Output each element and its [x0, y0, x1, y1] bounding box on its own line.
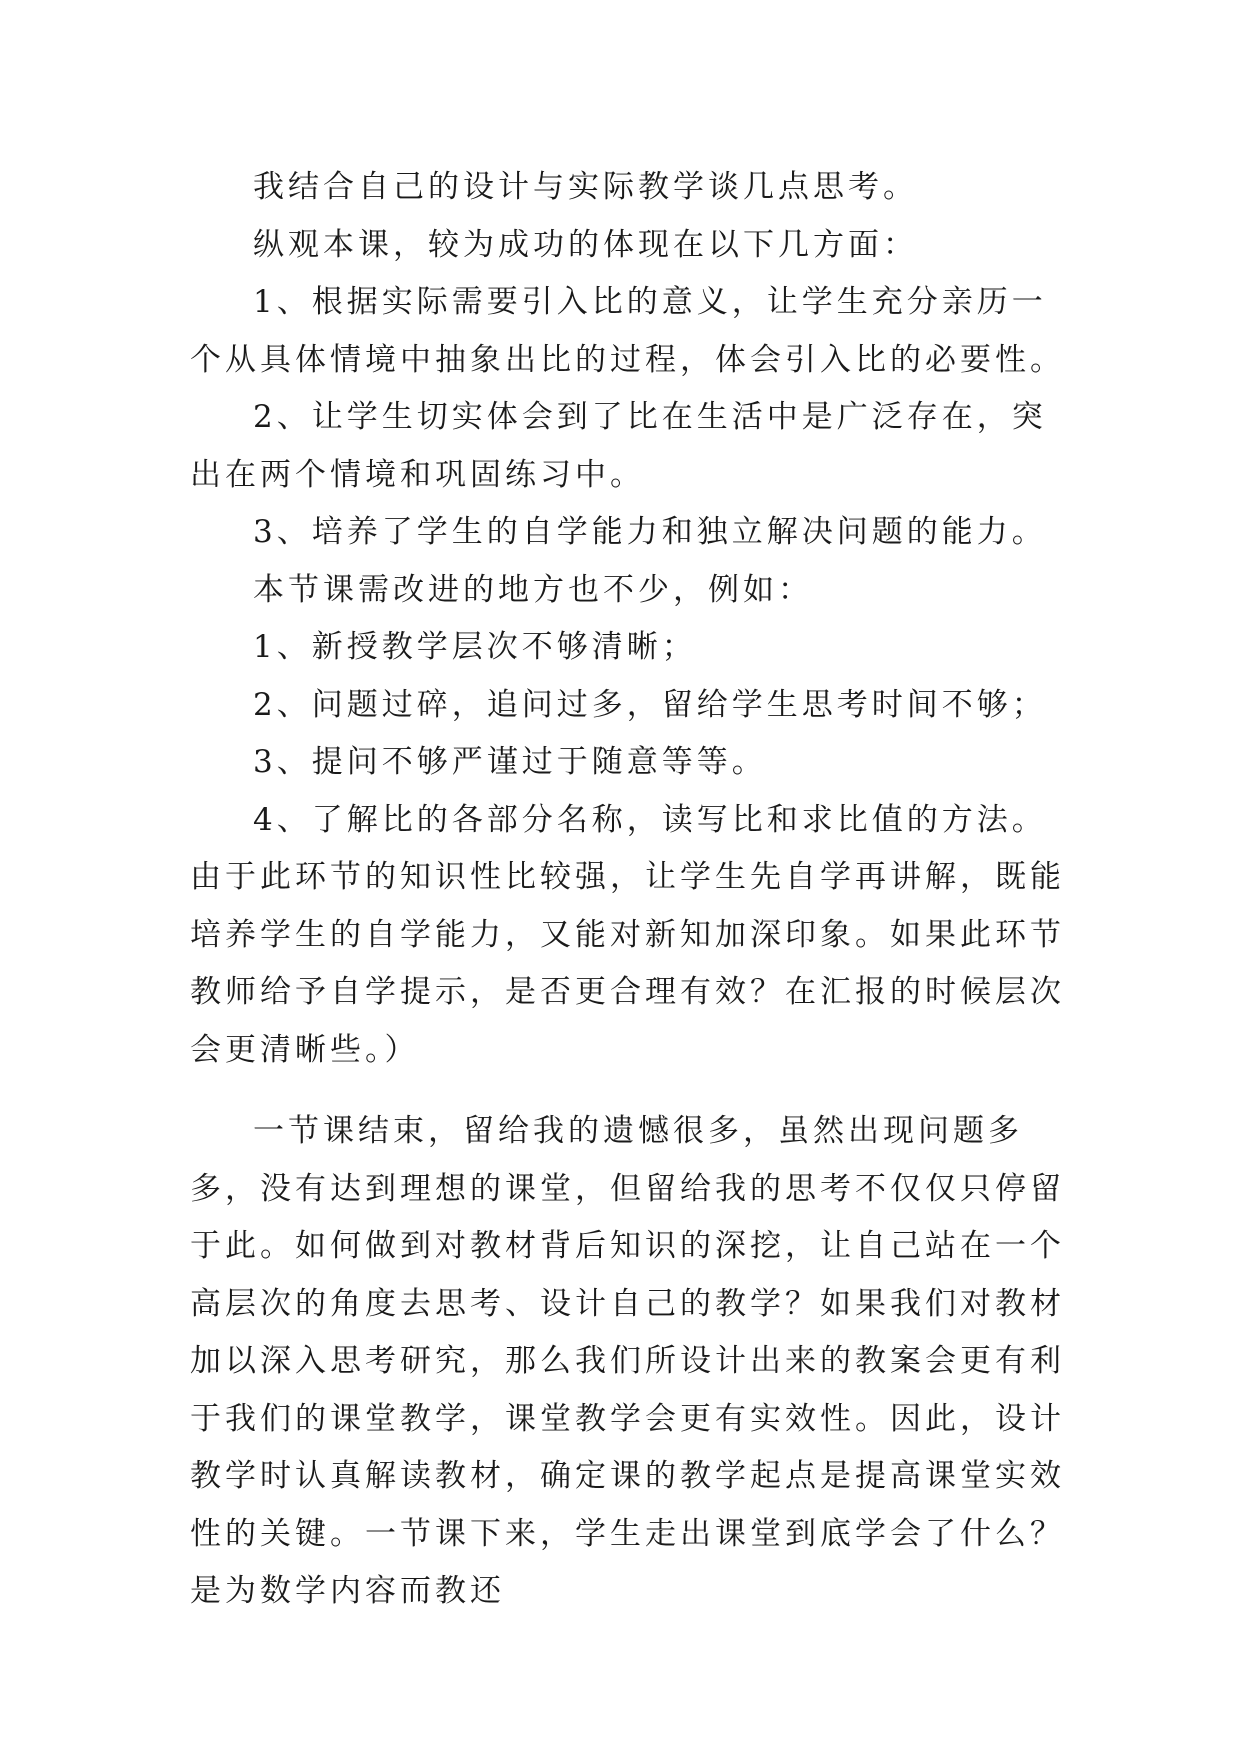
paragraph-1: 我结合自己的设计与实际教学谈几点思考。 — [253, 169, 918, 205]
paragraph-10: 4、了解比的各部分名称，读写比和求比值的方法。由于此环节的知识性比较强，让学生先自学再讲解，既能培养学生的自学能力，又能对新知加深印象。如果此环节教师给予自学提示，是否更合理有效？在汇报的时候层次会更清晰些。） — [190, 801, 1065, 1068]
paragraph-3: 1、根据实际需要引入比的意义，让学生充分亲历一个从具体情境中抽象出比的过程，体会引入比的必要性。 — [190, 284, 1065, 378]
document-body — [190, 159, 1070, 1621]
paragraph-6: 本节课需改进的地方也不少，例如： — [253, 571, 813, 608]
paragraph-11: 一节课结束，留给我的遗憾很多，虽然出现问题多多，没有达到理想的课堂，但留给我的思考不仅仅只停留于此。如何做到对教材背后知识的深挖，让自己站在一个高层次的角度去思考、设计自己的教学？如果我们对教材加以深入思考研究，那么我们所设计出来的教案会更有利于我们的课堂教学，课堂教学会更有实效性。因此，设计教学时认真解读教材，确定课的教学起点是提高课堂实效性的关键。一节课下来，学生走出课堂到底学会了什么？是为数学内容而教还 — [190, 1113, 1065, 1609]
paragraph-5: 3、培养了学生的自学能力和独立解决问题的能力。 — [253, 514, 1047, 550]
paragraph-4: 2、让学生切实体会到了比在生活中是广泛存在，突出在两个情境和巩固练习中。 — [190, 399, 1047, 493]
paragraph-7: 1、新授教学层次不够清晰； — [253, 629, 697, 665]
paragraph-9: 3、提问不够严谨过于随意等等。 — [253, 744, 767, 780]
paragraph-2: 纵观本课，较为成功的体现在以下几方面： — [253, 226, 918, 263]
paragraph-8: 2、问题过碎，追问过多，留给学生思考时间不够； — [253, 686, 1047, 723]
